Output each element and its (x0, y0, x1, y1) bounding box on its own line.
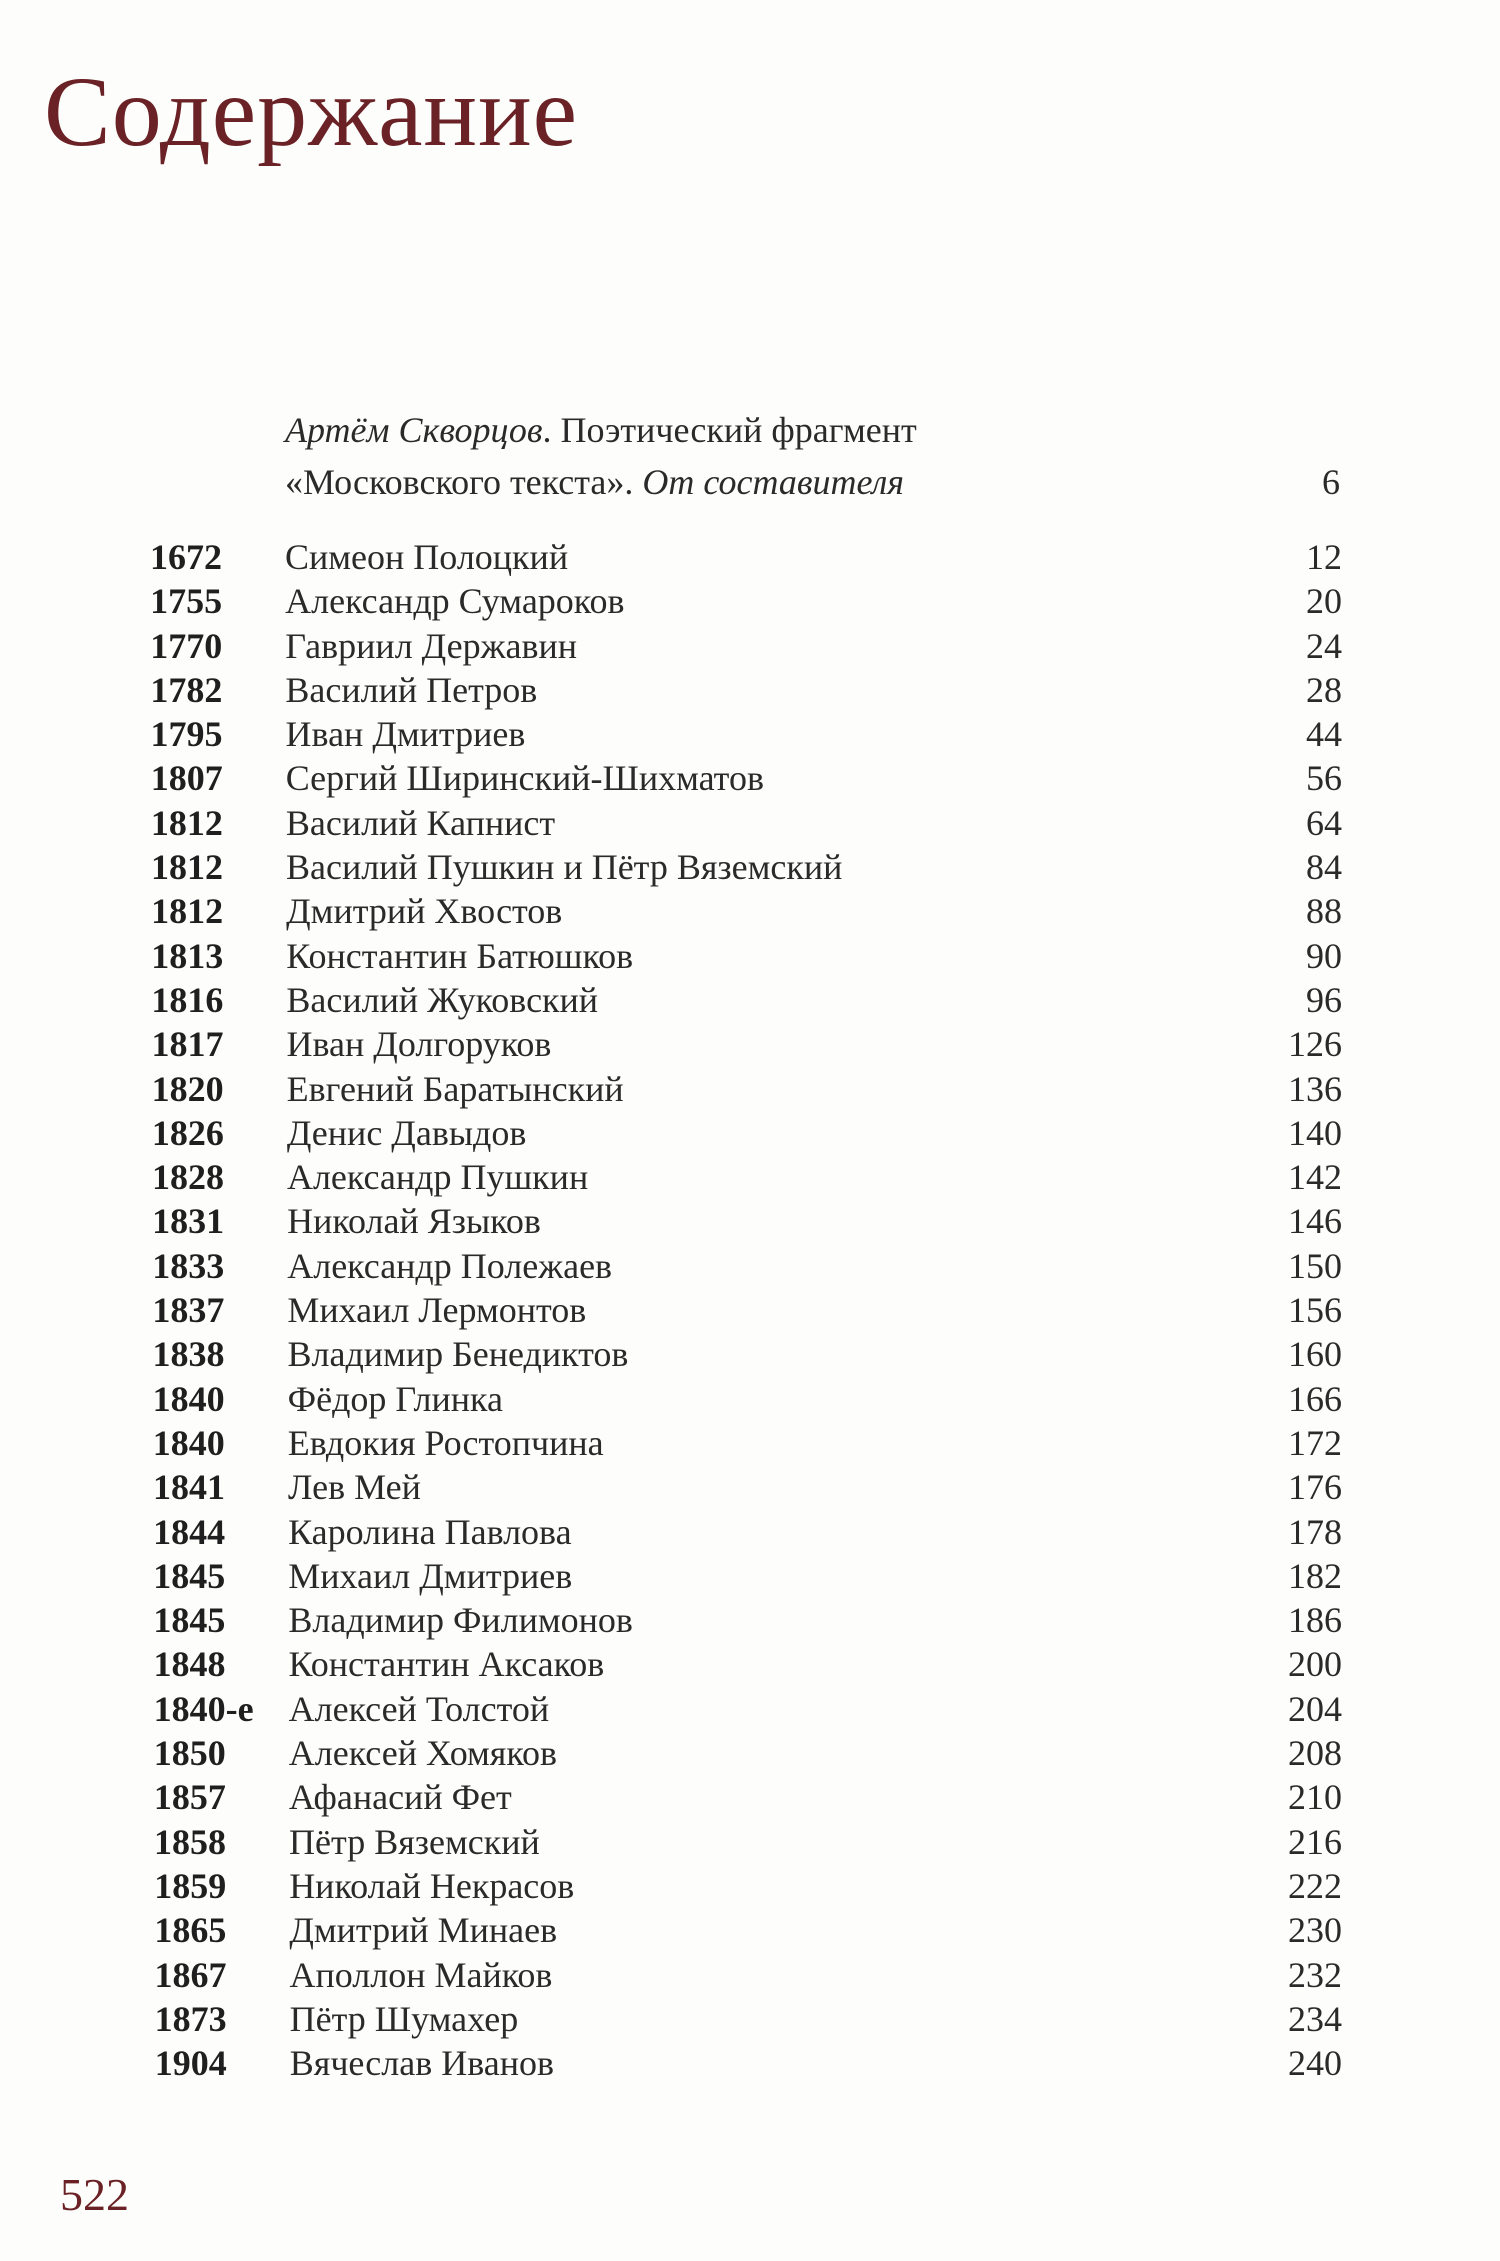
toc-entry-page: 44 (1306, 714, 1342, 755)
toc-entry-page: 12 (1306, 537, 1342, 577)
toc-entry-page: 20 (1306, 581, 1342, 622)
toc-entry[interactable] (151, 889, 1342, 933)
toc-entry-page: 28 (1306, 669, 1342, 710)
toc-entry-page: 150 (1288, 1245, 1342, 1286)
toc-entry-page: 90 (1306, 935, 1342, 976)
toc-entry-author: Николай Некрасов (289, 1865, 575, 1906)
toc-entry-author: Лев Мей (287, 1467, 421, 1508)
toc-entry-year: 1841 (152, 1467, 225, 1508)
toc-entry-author: Василий Пушкин и Пётр Вяземский (285, 847, 843, 888)
toc-entry-year: 1857 (153, 1777, 226, 1818)
toc-entry-year: 1850 (153, 1733, 226, 1774)
toc-entry-page: 24 (1306, 625, 1342, 666)
toc-entry-page: 96 (1306, 979, 1342, 1020)
toc-entry-author: Дмитрий Минаев (289, 1910, 558, 1951)
toc-entry-page: 178 (1288, 1511, 1342, 1552)
toc-entry-page: 146 (1288, 1201, 1342, 1242)
toc-entry-year: 1770 (150, 625, 223, 666)
toc-entry-page: 234 (1288, 1998, 1342, 2039)
toc-entry-author: Вячеслав Иванов (289, 2043, 554, 2084)
toc-entry[interactable] (154, 1864, 1342, 1908)
toc-entry-year: 1826 (151, 1112, 224, 1153)
toc-entry-page: 56 (1306, 758, 1342, 799)
intro-text-2: «Московского текста». (285, 462, 643, 502)
toc-entry-page: 160 (1288, 1334, 1342, 1375)
toc-entry-author: Евдокия Ростопчина (287, 1422, 604, 1463)
toc-entry-year: 1782 (150, 669, 223, 710)
toc-entry-year: 1844 (153, 1511, 226, 1552)
toc-entry-page: 172 (1288, 1422, 1342, 1463)
toc-entry-year: 1904 (154, 2043, 227, 2084)
toc-entry-author: Василий Капнист (285, 802, 556, 843)
toc-entry-author: Гавриил Державин (285, 625, 578, 666)
toc-entry[interactable] (152, 1244, 1342, 1288)
toc-entry[interactable] (154, 1731, 1342, 1775)
toc-entry[interactable] (153, 1598, 1342, 1642)
toc-entry[interactable] (150, 535, 1342, 579)
toc-entry[interactable] (155, 2041, 1342, 2085)
intro-text-2-italic: От составителя (642, 462, 905, 502)
toc-entry[interactable] (154, 1820, 1342, 1864)
toc-entry[interactable] (154, 1642, 1343, 1686)
toc-entry[interactable] (152, 1155, 1342, 1199)
toc-entry-year: 1813 (151, 935, 224, 976)
toc-entry-page: 64 (1306, 802, 1342, 843)
toc-entry-year: 1795 (150, 714, 223, 755)
toc-entry-year: 1812 (150, 847, 223, 888)
toc-entry[interactable] (153, 1421, 1342, 1465)
toc-entry[interactable] (151, 978, 1342, 1022)
toc-entry[interactable] (151, 934, 1342, 978)
toc-entry[interactable] (155, 1997, 1342, 2041)
toc-entry-author: Денис Давыдов (286, 1112, 527, 1153)
toc-entry-page: 182 (1288, 1555, 1342, 1596)
toc-entry-page: 204 (1288, 1688, 1342, 1729)
toc-entry-year: 1873 (154, 1998, 227, 2039)
toc-entry-author: Дмитрий Хвостов (286, 891, 563, 932)
toc-entry-page: 140 (1288, 1112, 1342, 1153)
toc-entry[interactable] (152, 1022, 1342, 1066)
toc-entry-page: 232 (1288, 1954, 1342, 1995)
toc-entry[interactable] (154, 1687, 1342, 1731)
toc-entry[interactable] (151, 801, 1342, 845)
toc-entry-author: Константин Батюшков (286, 935, 634, 976)
toc-entry-page: 176 (1288, 1467, 1342, 1508)
toc-entry-page: 156 (1288, 1290, 1342, 1331)
toc-entry[interactable] (153, 1554, 1342, 1598)
intro-line-1 (285, 404, 1340, 456)
intro-line-2 (285, 456, 1340, 508)
intro-author: Артём Скворцов (285, 410, 543, 450)
toc-entry-year: 1858 (154, 1821, 227, 1862)
toc-entry-year: 1840 (152, 1378, 225, 1419)
toc-entry-author: Аполлон Майков (289, 1954, 553, 1995)
toc-entry-author: Каролина Павлова (288, 1511, 572, 1552)
toc-entry[interactable] (152, 1288, 1342, 1332)
toc-entry-year: 1828 (151, 1157, 224, 1198)
toc-entry-author: Евгений Баратынский (286, 1068, 624, 1109)
toc-entry-author: Василий Петров (285, 669, 538, 710)
toc-entry-year: 1831 (152, 1201, 225, 1242)
toc-entry-page: 210 (1288, 1777, 1342, 1818)
intro-entry[interactable] (285, 404, 1340, 508)
toc-entry-page: 142 (1288, 1157, 1342, 1198)
toc-entry[interactable] (152, 1111, 1342, 1155)
toc-entry-author: Константин Аксаков (288, 1644, 605, 1685)
toc-entry-year: 1820 (151, 1068, 224, 1109)
toc-entry-author: Михаил Лермонтов (287, 1290, 587, 1331)
toc-entry[interactable] (150, 668, 1342, 712)
toc-entry-page: 88 (1306, 891, 1342, 932)
toc-entry-page: 240 (1288, 2043, 1342, 2084)
toc-entry-year: 1840-е (153, 1688, 254, 1729)
toc-entry-author: Фёдор Глинка (287, 1378, 503, 1419)
toc-entry-page: 84 (1306, 847, 1342, 888)
toc-entry-year: 1840 (152, 1422, 225, 1463)
toc-entry-author: Николай Языков (287, 1201, 541, 1242)
toc-entry-year: 1838 (152, 1334, 225, 1375)
toc-entry-author: Михаил Дмитриев (288, 1555, 573, 1596)
toc-entry-author: Пётр Шумахер (289, 1998, 519, 2039)
toc-entry-year: 1845 (153, 1555, 226, 1596)
page-title: Содержание (44, 56, 578, 167)
toc-entry-author: Сергий Ширинский-Шихматов (285, 758, 764, 799)
toc-entry-author: Иван Долгоруков (286, 1024, 552, 1065)
toc-entry-year: 1848 (153, 1644, 226, 1685)
toc-entry-page: 166 (1288, 1378, 1342, 1419)
toc-entry-year: 1807 (150, 758, 223, 799)
toc-entry-author: Александр Полежаев (287, 1245, 613, 1286)
toc-entry-author: Василий Жуковский (286, 979, 599, 1020)
toc-entry-year: 1816 (151, 979, 224, 1020)
toc-entry[interactable] (151, 756, 1342, 800)
toc-entry[interactable] (154, 1953, 1342, 1997)
toc-entry-year: 1672 (150, 537, 222, 577)
intro-text-1: . Поэтический фрагмент (542, 410, 917, 450)
toc-entry-year: 1859 (154, 1865, 227, 1906)
toc-entry-page: 200 (1288, 1644, 1342, 1685)
toc-entry-author: Александр Пушкин (286, 1157, 589, 1198)
toc-entry[interactable] (152, 1199, 1342, 1243)
toc-entry-author: Владимир Филимонов (288, 1600, 633, 1641)
toc-entry-author: Алексей Толстой (288, 1688, 550, 1729)
toc-entry-year: 1837 (152, 1290, 225, 1331)
toc-entry[interactable] (150, 624, 1342, 668)
toc-entry-author: Алексей Хомяков (288, 1733, 558, 1774)
toc-entry-year: 1812 (151, 891, 224, 932)
toc-entry-year: 1865 (154, 1910, 227, 1951)
toc-entry-page: 222 (1288, 1865, 1342, 1906)
toc-entry-year: 1845 (153, 1600, 226, 1641)
toc-entry-page: 208 (1288, 1733, 1342, 1774)
toc-entry-page: 186 (1288, 1600, 1342, 1641)
toc-entry-author: Афанасий Фет (288, 1777, 512, 1818)
toc-entry[interactable] (154, 1775, 1342, 1819)
toc-entry[interactable] (151, 712, 1342, 756)
table-of-contents (150, 535, 1342, 2085)
toc-entry[interactable] (152, 1067, 1342, 1111)
toc-entry-page: 216 (1288, 1821, 1342, 1862)
toc-entry-year: 1867 (154, 1954, 227, 1995)
toc-entry[interactable] (153, 1332, 1342, 1376)
toc-entry-page: 136 (1288, 1068, 1342, 1109)
toc-entry-author: Владимир Бенедиктов (287, 1334, 629, 1375)
toc-entry[interactable] (153, 1510, 1342, 1554)
toc-entry-author: Александр Сумароков (285, 581, 625, 622)
toc-entry-author: Иван Дмитриев (285, 714, 526, 755)
toc-entry-year: 1833 (152, 1245, 225, 1286)
toc-entry-page: 126 (1288, 1024, 1342, 1065)
toc-entry[interactable] (154, 1908, 1342, 1952)
toc-entry-page: 230 (1288, 1910, 1342, 1951)
toc-entry-author: Пётр Вяземский (289, 1821, 540, 1862)
intro-page-number: 6 (1322, 462, 1340, 502)
page-folio: 522 (60, 2169, 129, 2220)
toc-entry-year: 1755 (150, 581, 223, 622)
toc-entry-year: 1812 (150, 802, 223, 843)
toc-entry[interactable] (153, 1377, 1342, 1421)
toc-entry-author: Симеон Полоцкий (285, 537, 569, 577)
toc-entry[interactable] (151, 845, 1342, 889)
toc-entry[interactable] (150, 579, 1342, 623)
toc-entry-year: 1817 (151, 1024, 224, 1065)
toc-entry[interactable] (153, 1465, 1342, 1509)
